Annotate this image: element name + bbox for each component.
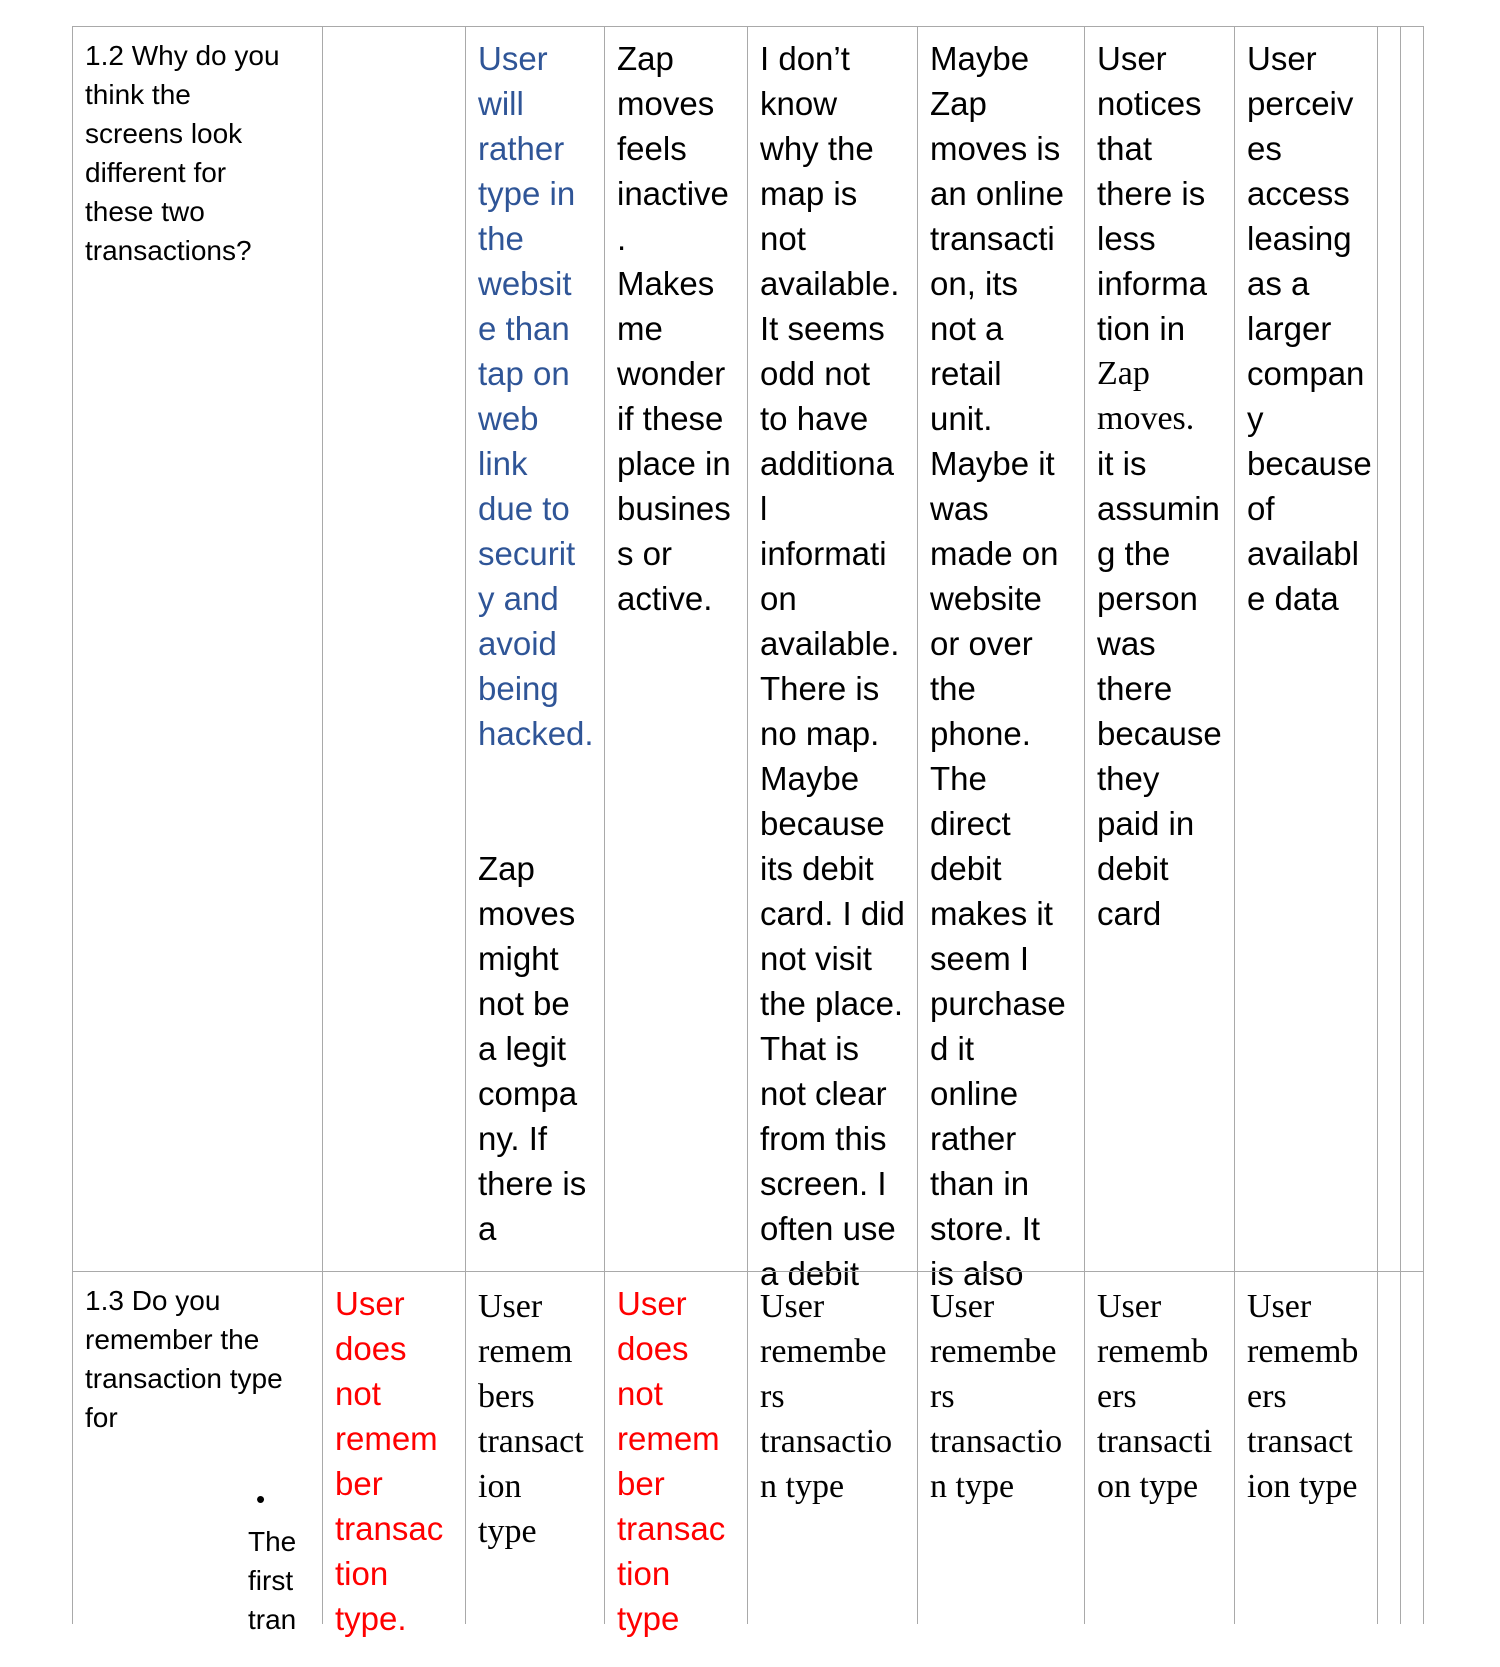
- response-cell-1-2-col5: [917, 26, 1084, 1292]
- response-text-1-3-col4: User remembe rs transactio n type: [760, 1288, 893, 1505]
- question-cell-1-3: [72, 1271, 322, 1635]
- response-text-1-3-col1: User does not remem ber transac tion type.: [335, 1285, 444, 1637]
- response-cell-1-3-col9: [1400, 1271, 1424, 1624]
- response-text-1-3-col6: User rememb ers transacti on type: [1097, 1288, 1213, 1505]
- response-text-1-3-col2: User remem bers transact ion type: [478, 1288, 584, 1550]
- question-text-1-2: 1.2 Why do you think the screens look different for these two transactions?: [85, 40, 280, 266]
- bullet-item: [248, 1484, 308, 1667]
- bullet-icon: •: [256, 1484, 266, 1514]
- response-cell-1-2-col6: [1084, 26, 1234, 1271]
- response-text-1-2-col6-a: User notices that there is less informa tion in: [1097, 40, 1208, 347]
- response-cell-1-2-col3: [604, 26, 747, 1271]
- response-cell-1-2-col4: [747, 26, 917, 1292]
- response-cell-1-3-col4: [747, 1271, 917, 1624]
- response-cell-1-3-col2: [465, 1271, 604, 1624]
- response-text-1-2-col2-blue: User will rather type in the websit e than tap on web link due to securit y and avoid being hacked.: [478, 40, 594, 752]
- response-text-1-3-col5: User remembe rs transactio n type: [930, 1288, 1063, 1505]
- response-text-1-3-col7: User rememb ers transact ion type: [1247, 1288, 1359, 1505]
- response-cell-1-2-col1: [322, 26, 465, 1271]
- response-cell-1-3-col3: [604, 1271, 747, 1637]
- response-cell-1-3-col8: [1377, 1271, 1400, 1624]
- response-cell-1-2-col7: [1234, 26, 1377, 1271]
- bullet-text: The first tran: [248, 1526, 297, 1635]
- response-text-1-2-col3: Zap moves feels inactive . Makes me wonder if these place in busines s or active.: [617, 40, 731, 617]
- response-text-1-2-col6-b: it is assumin g the person was there because they paid in debit card: [1097, 445, 1222, 932]
- response-text-1-2-col6-serif: Zap moves.: [1097, 355, 1195, 437]
- question-cell-1-2: [72, 26, 322, 1271]
- question-text-1-3: 1.3 Do you remember the transaction type for: [85, 1285, 283, 1433]
- response-cell-1-2-col8: [1377, 26, 1400, 1271]
- response-cell-1-2-col2: [465, 26, 604, 1271]
- response-cell-1-3-col7: [1234, 1271, 1377, 1624]
- response-text-1-2-col2-black: Zap moves might not be a legit compa ny. If there is a: [478, 850, 587, 1247]
- response-text-1-2-col1: [335, 27, 465, 36]
- response-text-1-2-col4: I don’t know why the map is not available. It seems odd not to have additiona l informati on available. There is no map. Maybe because its debit card. I did not visit the place. That is not clear from this screen. I often use a debit: [760, 40, 905, 1292]
- response-cell-1-3-col5: [917, 1271, 1084, 1624]
- response-text-1-2-col5: Maybe Zap moves is an online transacti on, its not a retail unit. Maybe it was made on website or over the phone. The direct debit makes it seem I purchase d it online rather than in store. It is also: [930, 40, 1066, 1292]
- response-cell-1-3-col1: [322, 1271, 465, 1637]
- response-cell-1-3-col6: [1084, 1271, 1234, 1624]
- response-text-1-3-col3: User does not remem ber transac tion type: [617, 1285, 726, 1637]
- response-text-1-2-col7: User perceiv es access leasing as a larger compan y because of availabl e data: [1247, 40, 1372, 617]
- response-cell-1-2-col9: [1400, 26, 1424, 1271]
